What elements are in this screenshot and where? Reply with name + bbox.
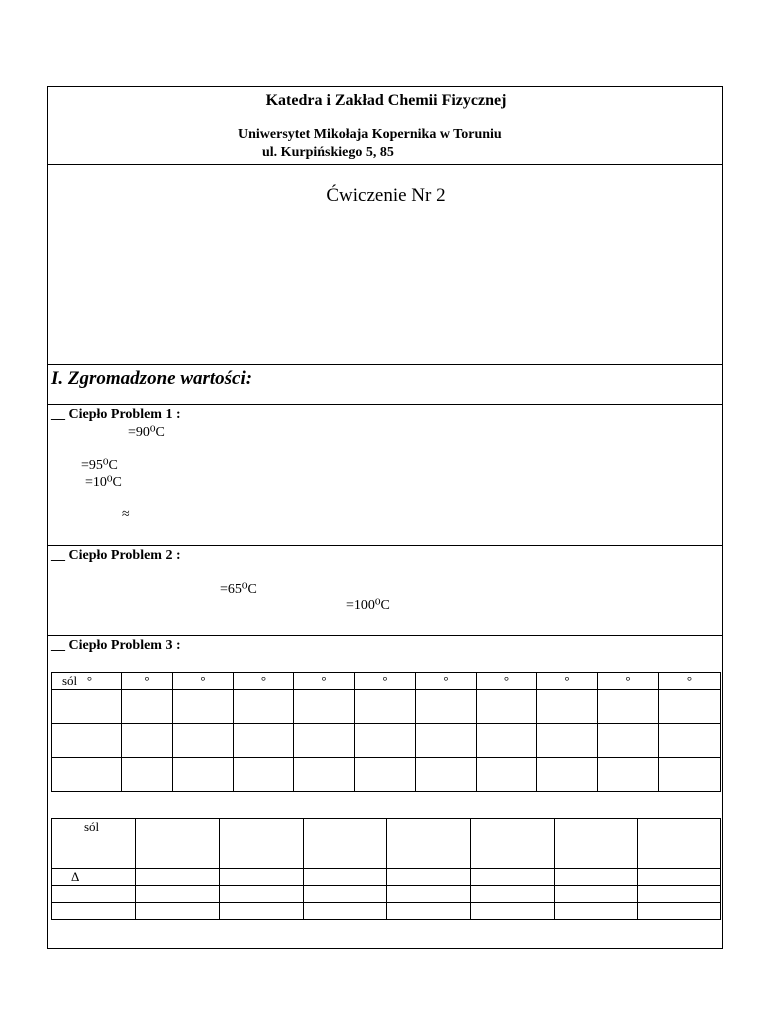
table-header-cell: °	[234, 673, 294, 690]
table-header-cell: °	[477, 673, 537, 690]
divider	[48, 635, 722, 636]
divider	[48, 545, 722, 546]
results-table-1	[51, 672, 721, 792]
table-header-cell: °	[659, 673, 721, 690]
problem-3-label: __ Ciepło Problem 3 :	[51, 638, 181, 653]
exercise-title: Ćwiczenie Nr 2	[326, 185, 446, 206]
table-header-cell: °	[537, 673, 598, 690]
university-address: ul. Kurpińskiego 5, 85	[262, 145, 394, 160]
table-header-cell: °	[416, 673, 477, 690]
problem-1-value: =95⁰C	[81, 458, 118, 473]
table-row	[52, 903, 721, 920]
table-header-cell: °	[355, 673, 416, 690]
table-row	[52, 869, 721, 886]
table-header-cell: °	[294, 673, 355, 690]
university-name: Uniwersytet Mikołaja Kopernika w Toruniu	[238, 127, 502, 142]
problem-1-value: ≈	[122, 507, 130, 522]
divider	[48, 404, 722, 405]
section-title: I. Zgromadzone wartości:	[51, 368, 253, 389]
worksheet-frame	[47, 86, 723, 949]
problem-2-value: =65⁰C	[220, 582, 257, 597]
problem-2-label: __ Ciepło Problem 2 :	[51, 548, 181, 563]
table-row	[52, 758, 721, 792]
table-row	[52, 724, 721, 758]
table-header-cell: °	[598, 673, 659, 690]
table-row	[52, 690, 721, 724]
table-header-cell: °	[122, 673, 173, 690]
table-row	[52, 886, 721, 903]
table-header-cell: °	[173, 673, 234, 690]
table-header-cell: sól	[52, 819, 136, 869]
row-label: Δ	[52, 869, 136, 886]
department-name: Katedra i Zakład Chemii Fizycznej	[265, 92, 507, 109]
problem-1-value: =10⁰C	[85, 475, 122, 490]
table-header-cell: sól °	[52, 673, 122, 690]
divider	[48, 364, 722, 365]
problem-1-label: __ Ciepło Problem 1 :	[51, 407, 181, 422]
problem-1-value: =90⁰C	[128, 425, 165, 440]
divider	[48, 164, 722, 165]
problem-2-value: =100⁰C	[346, 598, 390, 613]
results-table-2	[51, 818, 721, 920]
